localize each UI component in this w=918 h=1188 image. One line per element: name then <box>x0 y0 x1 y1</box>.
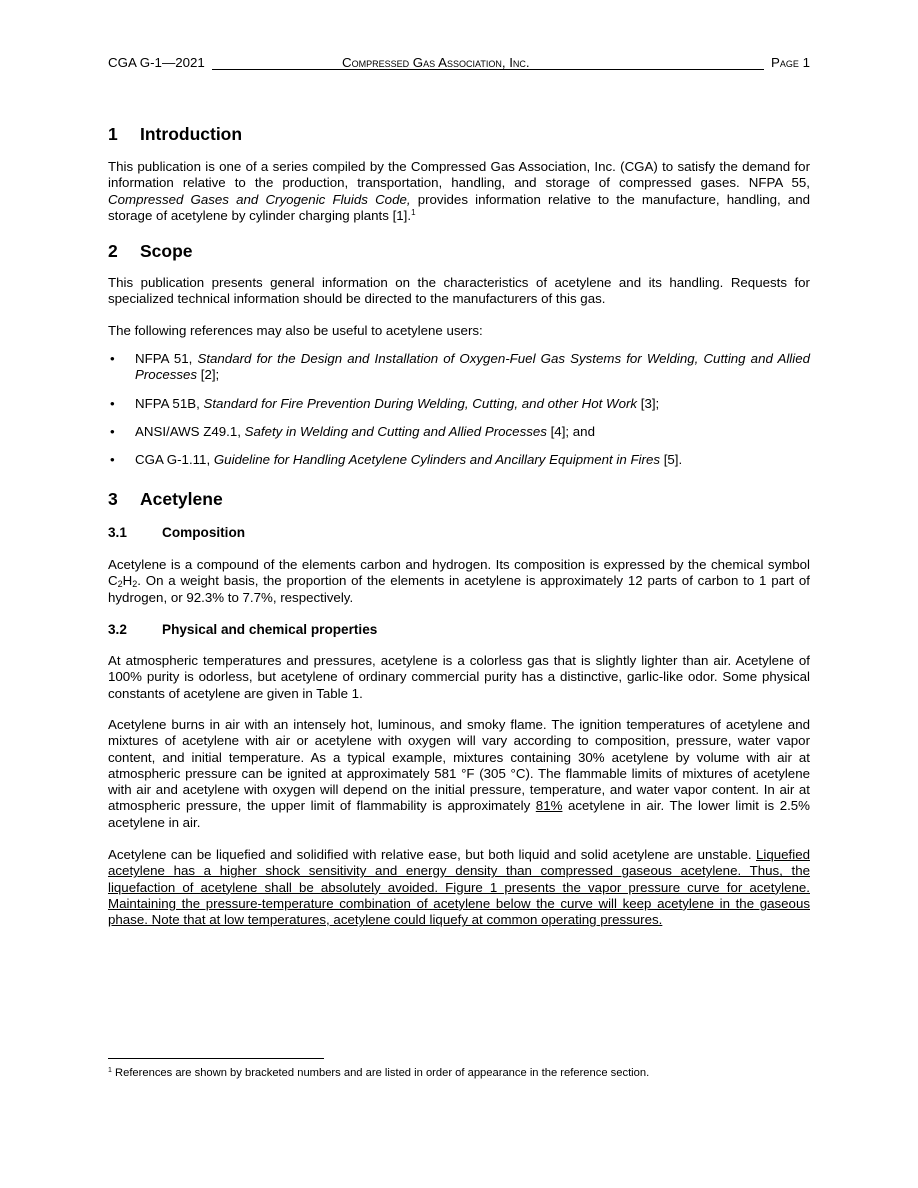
section-3-2-number: 3.2 <box>108 622 127 637</box>
section-3-title: Acetylene <box>140 489 223 509</box>
ref-prefix: NFPA 51B, <box>135 395 204 411</box>
organization-name: Compressed Gas Association, Inc. <box>342 55 530 70</box>
section-3-2-heading <box>108 621 377 639</box>
composition-text-b: . On a weight basis, the proportion of the elements in acetylene is approximately 12 parts of carbon to 1 part of hydrogen, or 92.3% to 7.7%, respectively. <box>108 573 810 605</box>
composition-paragraph <box>108 557 810 606</box>
introduction-paragraph <box>108 159 810 224</box>
subscript-2: 2 <box>132 579 138 590</box>
subscript-2: 2 <box>117 579 123 590</box>
section-3-heading <box>108 488 223 510</box>
section-1-heading <box>108 123 242 145</box>
scope-paragraph: This publication presents general information on the characteristics of acetylene and its handling. Requests for specialized technical information should be directed to the manufacturers of this gas. <box>108 275 810 307</box>
upper-limit-value: 81% <box>535 798 563 814</box>
hydrogen-symbol: H <box>122 573 133 589</box>
ref-title: Safety in Welding and Cutting and Allied Processes <box>244 423 547 439</box>
ref-suffix: [3]; <box>637 395 660 411</box>
header-rule <box>212 69 764 70</box>
properties-paragraph-2 <box>108 717 810 831</box>
intro-text-a: This publication is one of a series compiled by the Compressed Gas Association, Inc. (CGA) to satisfy the demand for information relative to the production, transportation, handling, and storage of compressed gases. NFPA 55, <box>108 159 810 191</box>
ref-suffix: [2]; <box>197 367 220 383</box>
liquefaction-warning: Liquefied acetylene has a higher shock sensitivity and energy density than compressed gaseous acetylene. Thus, the liquefaction of acetylene shall be absolutely avoided. Figure 1 presents the vapor pressure curve for acetylene. Maintaining the pressure-temperature combination of acetylene below the curve will keep acetylene in the gaseous phase. Note that at low temperatures, acetylene could liquefy at common operating pressures. <box>108 847 810 928</box>
section-3-1-title: Composition <box>162 525 246 540</box>
ref-title: Guideline for Handling Acetylene Cylinders and Ancillary Equipment in Fires <box>213 452 660 468</box>
properties-text-a: Acetylene burns in air with an intensely hot, luminous, and smoky flame. The ignition temperatures of acetylene and mixtures of acetylene with air or acetylene with oxygen will vary according to composition, pressure, water vapor content, and initial temperature. As a typical example, mixtures containing 30% acetylene by volume with air at atmospheric pressure can be ignited at approximately 581 °F (305 °C). The flammable limits of mixtures of acetylene with air and acetylene with oxygen will depend on the initial pressure, temperature, and water vapor content. In air at atmospheric pressure, the upper limit of flammability is approximately <box>108 717 810 814</box>
page-header <box>108 54 810 72</box>
section-3-1-number: 3.1 <box>108 525 127 540</box>
footnote-separator <box>108 1058 324 1059</box>
section-2-number: 2 <box>108 241 118 261</box>
section-3-1-heading <box>108 524 245 542</box>
footnote <box>108 1066 810 1080</box>
intro-text-b: provides information relative to the manufacture, handling, and storage of acetylene by cylinder charging plants [1]. <box>108 191 811 223</box>
composition-text-a: Acetylene is a compound of the elements carbon and hydrogen. Its composition is expressed by the chemical symbol C <box>108 557 810 589</box>
list-item <box>108 424 810 440</box>
footnote-mark: 1 <box>108 1067 112 1074</box>
footnote-text: References are shown by bracketed numbers and are listed in order of appearance in the reference section. <box>111 1067 650 1079</box>
ref-title: Standard for Fire Prevention During Welding, Cutting, and other Hot Work <box>203 395 638 411</box>
section-3-2-title: Physical and chemical properties <box>162 622 378 637</box>
properties-paragraph-1: At atmospheric temperatures and pressures, acetylene is a colorless gas that is slightly lighter than air. Acetylene of 100% purity is odorless, but acetylene of ordinary commercial purity has a distinctive, garlic-like odor. Some physical constants of acetylene are given in Table 1. <box>108 653 810 701</box>
ref-prefix: ANSI/AWS Z49.1, <box>135 423 245 439</box>
list-item <box>108 351 810 384</box>
section-3-number: 3 <box>108 489 118 509</box>
ref-prefix: CGA G-1.11, <box>135 452 214 468</box>
reference-list <box>108 351 810 468</box>
section-2-title: Scope <box>140 241 193 261</box>
document-id: CGA G-1—2021 <box>108 55 205 70</box>
bullet-icon: • <box>110 395 115 411</box>
page-number: Page 1 <box>771 55 810 70</box>
nfpa55-title: Compressed Gases and Cryogenic Fluids Code, <box>108 191 411 207</box>
bullet-icon: • <box>110 452 115 468</box>
liquefaction-text-a: Acetylene can be liquefied and solidified with relative ease, but both liquid and solid acetylene are unstable. <box>108 847 757 862</box>
section-1-number: 1 <box>108 124 118 144</box>
ref-title: Standard for the Design and Installation of Oxygen-Fuel Gas Systems for Welding, Cutting and Allied Processes <box>135 351 810 383</box>
bullet-icon: • <box>110 351 115 366</box>
list-item <box>108 452 810 468</box>
properties-paragraph-3 <box>108 847 810 928</box>
section-1-title: Introduction <box>140 124 243 144</box>
references-intro: The following references may also be useful to acetylene users: <box>108 323 483 338</box>
properties-text-b: acetylene in air. The lower limit is 2.5% acetylene in air. <box>108 798 810 830</box>
footnote-ref: 1 <box>411 207 416 217</box>
list-item <box>108 396 810 412</box>
ref-suffix: [4]; and <box>546 423 595 439</box>
section-2-heading <box>108 240 193 262</box>
ref-suffix: [5]. <box>660 452 683 468</box>
ref-prefix: NFPA 51, <box>135 351 198 366</box>
bullet-icon: • <box>110 423 115 439</box>
